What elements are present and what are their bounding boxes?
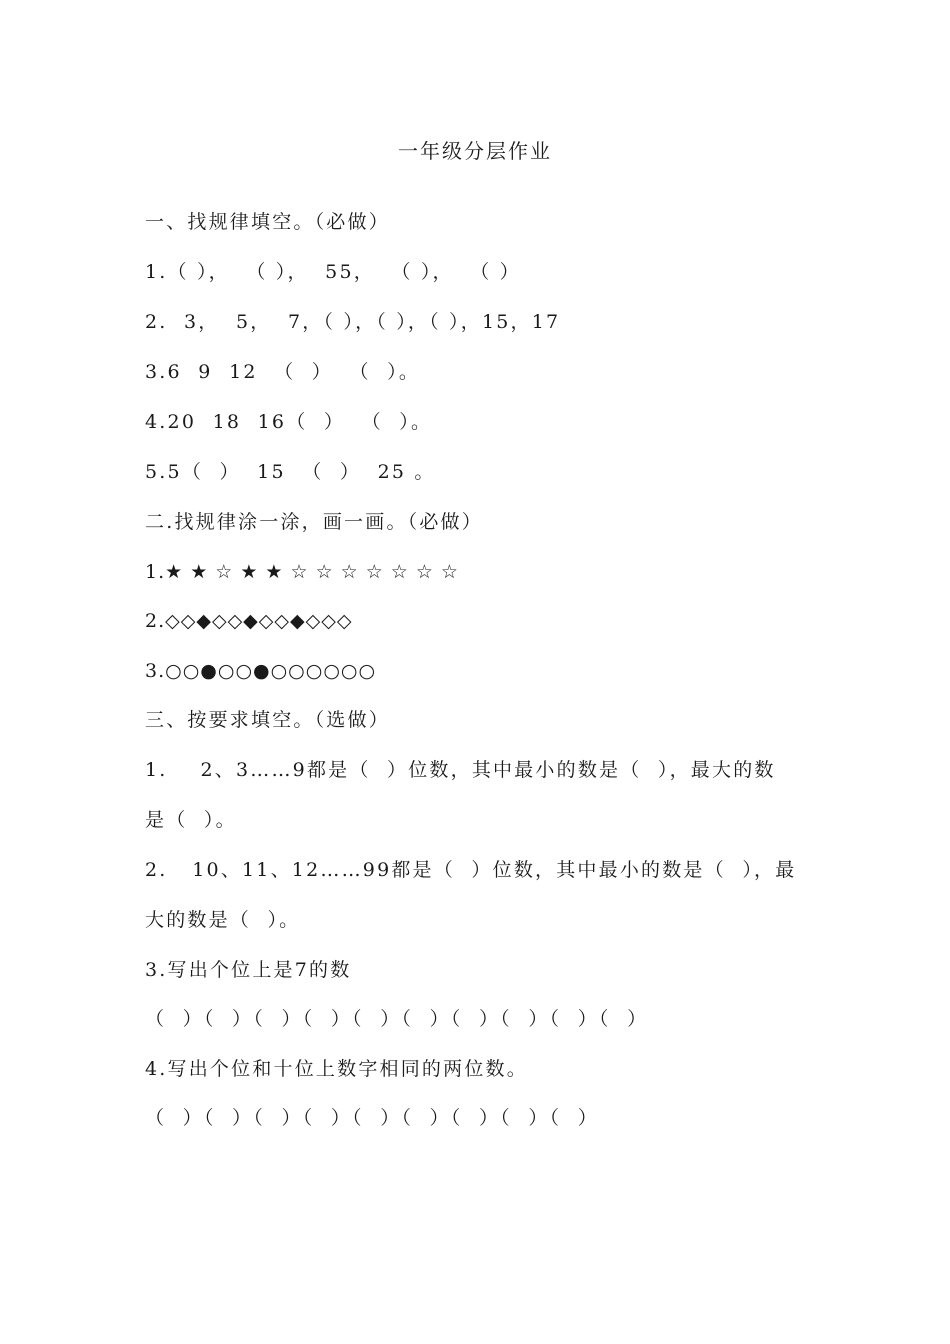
question-3-4-blanks: （ ）（ ）（ ）（ ）（ ）（ ）（ ）（ ）（ ） (145, 1107, 599, 1129)
question-2-1-stars: 1.★ ★ ☆ ★ ★ ☆ ☆ ☆ ☆ ☆ ☆ ☆ (145, 561, 459, 583)
question-3-2: 2. 10、11、12……99都是（ ）位数，其中最小的数是（ ），最 (145, 859, 797, 881)
question-1-4: 4.20 18 16（ ） （ ）。 (145, 411, 433, 433)
question-3-2-continued: 大的数是（ ）。 (145, 909, 301, 931)
question-2-2-diamonds: 2.◇◇◆◇◇◆◇◇◆◇◇◇ (145, 610, 353, 632)
section-3-heading: 三、按要求填空。（选做） (145, 709, 390, 731)
question-3-3: 3.写出个位上是7的数 (145, 959, 352, 981)
question-3-3-blanks: （ ）（ ）（ ）（ ）（ ）（ ）（ ）（ ）（ ）（ ） (145, 1008, 649, 1030)
question-3-1-continued: 是（ ）。 (145, 809, 237, 831)
section-1-heading: 一、找规律填空。（必做） (145, 211, 390, 233)
question-1-3: 3.6 9 12 （ ） （ ）。 (145, 361, 421, 383)
question-3-1: 1. 2、3……9都是（ ）位数，其中最小的数是（ ），最大的数 (145, 759, 776, 781)
question-1-1: 1.（ ）， （ ）， 55， （ ）， （ ） (145, 261, 521, 283)
section-2-heading: 二.找规律涂一涂，画一画。（必做） (145, 511, 483, 533)
question-1-5: 5.5（ ） 15 （ ） 25 。 (145, 461, 436, 483)
question-1-2: 2. 3， 5， 7，（ ），（ ），（ ），15，17 (145, 311, 561, 333)
question-2-3-circles: 3.○○●○○●○○○○○○ (145, 660, 377, 682)
question-3-4: 4.写出个位和十位上数字相同的两位数。 (145, 1058, 528, 1080)
page-title: 一年级分层作业 (398, 139, 552, 163)
